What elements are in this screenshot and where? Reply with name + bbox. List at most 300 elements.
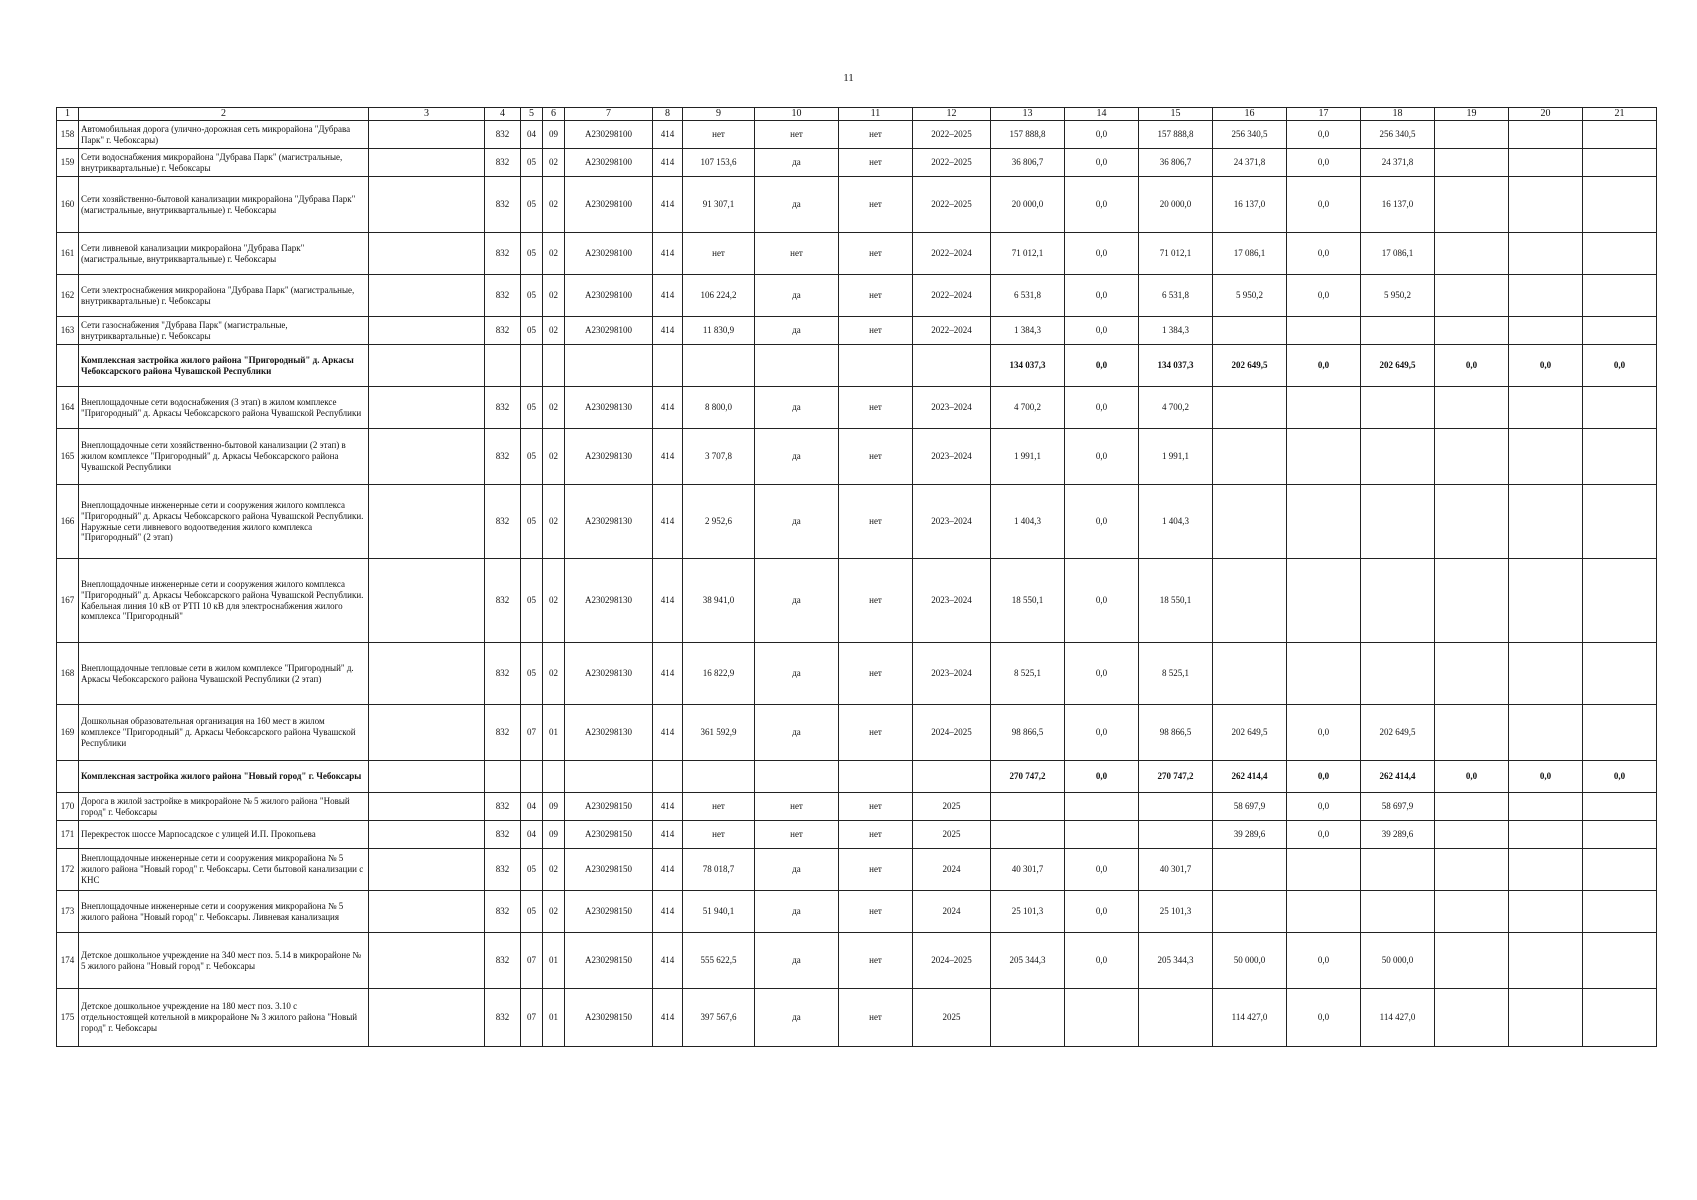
table-cell bbox=[369, 429, 485, 485]
table-cell: 09 bbox=[543, 121, 565, 149]
table-cell bbox=[991, 821, 1065, 849]
table-cell: 414 bbox=[653, 793, 683, 821]
table-cell: 0,0 bbox=[1509, 345, 1583, 387]
row-number-cell: 159 bbox=[57, 149, 79, 177]
table-cell: 0,0 bbox=[1065, 429, 1139, 485]
row-number-cell: 171 bbox=[57, 821, 79, 849]
table-cell: нет bbox=[839, 643, 913, 705]
table-row bbox=[57, 429, 1657, 485]
table-cell: 01 bbox=[543, 705, 565, 761]
table-cell bbox=[369, 793, 485, 821]
table-cell bbox=[1435, 643, 1509, 705]
table-cell bbox=[1361, 429, 1435, 485]
table-cell: нет bbox=[839, 891, 913, 933]
table-cell: 832 bbox=[485, 429, 521, 485]
table-cell bbox=[1583, 387, 1657, 429]
table-row bbox=[57, 891, 1657, 933]
table-cell bbox=[1583, 933, 1657, 989]
table-cell: 05 bbox=[521, 387, 543, 429]
table-cell bbox=[1583, 177, 1657, 233]
table-cell bbox=[1213, 317, 1287, 345]
table-cell: 832 bbox=[485, 643, 521, 705]
table-cell: 8 525,1 bbox=[991, 643, 1065, 705]
table-cell bbox=[1583, 821, 1657, 849]
object-name-cell: Внеплощадочные инженерные сети и сооружения микрорайона № 5 жилого района "Новый город" г. Чебоксары. Ливневая канализация bbox=[79, 891, 369, 933]
table-cell bbox=[1435, 149, 1509, 177]
table-cell: 414 bbox=[653, 233, 683, 275]
table-body bbox=[57, 108, 1657, 1047]
table-cell: 58 697,9 bbox=[1213, 793, 1287, 821]
table-cell: А230298100 bbox=[565, 177, 653, 233]
table-cell bbox=[1435, 891, 1509, 933]
table-cell: 1 991,1 bbox=[991, 429, 1065, 485]
table-cell: 2023–2024 bbox=[913, 643, 991, 705]
table-cell bbox=[1287, 387, 1361, 429]
table-cell: 0,0 bbox=[1287, 989, 1361, 1047]
table-cell: нет bbox=[683, 233, 755, 275]
table-cell bbox=[913, 761, 991, 793]
table-cell: 0,0 bbox=[1065, 761, 1139, 793]
table-cell bbox=[369, 121, 485, 149]
table-cell bbox=[1583, 849, 1657, 891]
table-cell: 414 bbox=[653, 121, 683, 149]
table-cell bbox=[1509, 705, 1583, 761]
table-cell: 01 bbox=[543, 989, 565, 1047]
table-cell: 6 531,8 bbox=[1139, 275, 1213, 317]
table-cell bbox=[543, 345, 565, 387]
table-cell bbox=[1213, 387, 1287, 429]
object-name-cell: Сети электроснабжения микрорайона "Дубрава Парк" (магистральные, внутриквартальные) г. Чебоксары bbox=[79, 275, 369, 317]
table-cell: 205 344,3 bbox=[991, 933, 1065, 989]
table-cell bbox=[1509, 793, 1583, 821]
table-cell: 0,0 bbox=[1065, 317, 1139, 345]
table-cell: 256 340,5 bbox=[1213, 121, 1287, 149]
table-cell: нет bbox=[839, 429, 913, 485]
table-cell: 414 bbox=[653, 317, 683, 345]
table-cell: 107 153,6 bbox=[683, 149, 755, 177]
table-cell bbox=[1213, 849, 1287, 891]
table-cell: нет bbox=[839, 275, 913, 317]
table-cell: 58 697,9 bbox=[1361, 793, 1435, 821]
table-cell: 07 bbox=[521, 933, 543, 989]
table-cell: 2023–2024 bbox=[913, 387, 991, 429]
column-header: 8 bbox=[653, 108, 683, 121]
table-cell: 05 bbox=[521, 429, 543, 485]
table-cell: 202 649,5 bbox=[1361, 705, 1435, 761]
table-cell: да bbox=[755, 317, 839, 345]
table-cell: 98 866,5 bbox=[1139, 705, 1213, 761]
table-cell: 2024 bbox=[913, 849, 991, 891]
table-row bbox=[57, 793, 1657, 821]
table-cell: нет bbox=[839, 177, 913, 233]
table-cell: 0,0 bbox=[1065, 849, 1139, 891]
table-cell: 02 bbox=[543, 429, 565, 485]
row-number-cell: 175 bbox=[57, 989, 79, 1047]
table-cell: 2023–2024 bbox=[913, 559, 991, 643]
table-cell bbox=[485, 345, 521, 387]
row-number-cell: 162 bbox=[57, 275, 79, 317]
table-cell: 414 bbox=[653, 821, 683, 849]
table-cell: 3 707,8 bbox=[683, 429, 755, 485]
row-number-cell bbox=[57, 345, 79, 387]
row-number-cell: 160 bbox=[57, 177, 79, 233]
table-cell bbox=[1583, 705, 1657, 761]
table-cell: А230298150 bbox=[565, 821, 653, 849]
table-cell bbox=[839, 761, 913, 793]
table-cell: нет bbox=[755, 121, 839, 149]
table-cell: да bbox=[755, 429, 839, 485]
table-cell bbox=[1509, 989, 1583, 1047]
table-cell: 02 bbox=[543, 849, 565, 891]
column-header: 9 bbox=[683, 108, 755, 121]
table-cell: 414 bbox=[653, 989, 683, 1047]
table-cell: А230298130 bbox=[565, 643, 653, 705]
table-cell: да bbox=[755, 559, 839, 643]
table-cell bbox=[543, 761, 565, 793]
group-header-row bbox=[57, 761, 1657, 793]
table-cell: 04 bbox=[521, 793, 543, 821]
table-cell bbox=[369, 559, 485, 643]
table-cell bbox=[1139, 989, 1213, 1047]
table-cell: 0,0 bbox=[1065, 233, 1139, 275]
table-cell bbox=[1213, 891, 1287, 933]
table-cell bbox=[1287, 849, 1361, 891]
table-cell bbox=[653, 345, 683, 387]
table-cell: 25 101,3 bbox=[1139, 891, 1213, 933]
table-cell: 1 404,3 bbox=[991, 485, 1065, 559]
table-cell: 24 371,8 bbox=[1361, 149, 1435, 177]
table-cell bbox=[1361, 849, 1435, 891]
table-cell bbox=[1583, 149, 1657, 177]
table-cell: 832 bbox=[485, 705, 521, 761]
table-cell: 414 bbox=[653, 891, 683, 933]
table-cell: 2022–2025 bbox=[913, 149, 991, 177]
table-cell: 0,0 bbox=[1435, 761, 1509, 793]
table-cell: 0,0 bbox=[1287, 705, 1361, 761]
table-cell: 832 bbox=[485, 891, 521, 933]
table-cell: 09 bbox=[543, 821, 565, 849]
table-row bbox=[57, 485, 1657, 559]
object-name-cell: Дошкольная образовательная организация на 160 мест в жилом комплексе "Пригородный" д. Аркасы Чебоксарского района Чувашской Республики bbox=[79, 705, 369, 761]
table-cell bbox=[1583, 891, 1657, 933]
table-cell: 40 301,7 bbox=[1139, 849, 1213, 891]
table-cell bbox=[1435, 989, 1509, 1047]
table-cell: да bbox=[755, 485, 839, 559]
table-cell bbox=[1287, 559, 1361, 643]
table-cell: 05 bbox=[521, 643, 543, 705]
table-cell bbox=[1435, 121, 1509, 149]
table-cell bbox=[369, 233, 485, 275]
column-number-header bbox=[57, 108, 1657, 121]
table-cell bbox=[1509, 933, 1583, 989]
table-cell: 1 991,1 bbox=[1139, 429, 1213, 485]
table-cell: 414 bbox=[653, 485, 683, 559]
table-cell: 361 592,9 bbox=[683, 705, 755, 761]
table-cell bbox=[369, 989, 485, 1047]
table-cell: 0,0 bbox=[1065, 387, 1139, 429]
table-cell bbox=[369, 317, 485, 345]
table-cell bbox=[1509, 559, 1583, 643]
table-cell: 05 bbox=[521, 149, 543, 177]
column-header: 19 bbox=[1435, 108, 1509, 121]
table-cell: 2025 bbox=[913, 989, 991, 1047]
table-cell: 05 bbox=[521, 485, 543, 559]
table-cell: 414 bbox=[653, 387, 683, 429]
table-cell bbox=[369, 485, 485, 559]
table-cell: 134 037,3 bbox=[991, 345, 1065, 387]
table-cell: 397 567,6 bbox=[683, 989, 755, 1047]
table-cell: нет bbox=[839, 233, 913, 275]
table-cell: 02 bbox=[543, 233, 565, 275]
object-name-cell: Сети водоснабжения микрорайона "Дубрава Парк" (магистральные, внутриквартальные) г. Чебоксары bbox=[79, 149, 369, 177]
table-cell: А230298100 bbox=[565, 275, 653, 317]
table-cell: 202 649,5 bbox=[1213, 345, 1287, 387]
object-name-cell: Перекресток шоссе Марпосадское с улицей И.П. Прокопьева bbox=[79, 821, 369, 849]
table-cell: 71 012,1 bbox=[991, 233, 1065, 275]
object-name-cell: Внеплощадочные сети хозяйственно-бытовой канализации (2 этап) в жилом комплексе "Пригородный" д. Аркасы Чебоксарского района Чувашской Республики bbox=[79, 429, 369, 485]
table-cell: 4 700,2 bbox=[1139, 387, 1213, 429]
table-cell: 91 307,1 bbox=[683, 177, 755, 233]
table-cell bbox=[1435, 177, 1509, 233]
table-cell: 832 bbox=[485, 849, 521, 891]
table-cell: 05 bbox=[521, 891, 543, 933]
table-cell bbox=[1509, 177, 1583, 233]
table-cell bbox=[1361, 387, 1435, 429]
table-cell: 0,0 bbox=[1287, 933, 1361, 989]
table-cell: 8 525,1 bbox=[1139, 643, 1213, 705]
table-cell: 98 866,5 bbox=[991, 705, 1065, 761]
table-cell: 0,0 bbox=[1065, 705, 1139, 761]
table-cell: А230298130 bbox=[565, 705, 653, 761]
table-cell: 40 301,7 bbox=[991, 849, 1065, 891]
table-cell: 414 bbox=[653, 275, 683, 317]
table-cell: 0,0 bbox=[1509, 761, 1583, 793]
table-cell: 05 bbox=[521, 849, 543, 891]
table-cell bbox=[1065, 821, 1139, 849]
table-cell bbox=[913, 345, 991, 387]
table-cell: А230298150 bbox=[565, 793, 653, 821]
table-cell: 25 101,3 bbox=[991, 891, 1065, 933]
table-cell: 262 414,4 bbox=[1213, 761, 1287, 793]
table-cell: 157 888,8 bbox=[1139, 121, 1213, 149]
table-cell bbox=[1509, 485, 1583, 559]
column-header: 17 bbox=[1287, 108, 1361, 121]
object-name-cell: Комплексная застройка жилого района "Новый город" г. Чебоксары bbox=[79, 761, 369, 793]
table-cell bbox=[1065, 793, 1139, 821]
table-cell: 02 bbox=[543, 177, 565, 233]
table-cell: 5 950,2 bbox=[1213, 275, 1287, 317]
table-cell: 5 950,2 bbox=[1361, 275, 1435, 317]
table-cell: 24 371,8 bbox=[1213, 149, 1287, 177]
table-cell: 414 bbox=[653, 705, 683, 761]
table-cell: 0,0 bbox=[1065, 891, 1139, 933]
table-cell: 256 340,5 bbox=[1361, 121, 1435, 149]
table-cell: А230298100 bbox=[565, 121, 653, 149]
table-cell: 114 427,0 bbox=[1213, 989, 1287, 1047]
table-row bbox=[57, 121, 1657, 149]
table-cell: 17 086,1 bbox=[1213, 233, 1287, 275]
table-cell bbox=[1287, 891, 1361, 933]
page-number: 11 bbox=[843, 72, 854, 84]
table-cell: 50 000,0 bbox=[1361, 933, 1435, 989]
table-cell: 50 000,0 bbox=[1213, 933, 1287, 989]
table-cell: 414 bbox=[653, 849, 683, 891]
row-number-cell: 163 bbox=[57, 317, 79, 345]
table-cell: да bbox=[755, 989, 839, 1047]
table-cell: 832 bbox=[485, 317, 521, 345]
table-cell: 114 427,0 bbox=[1361, 989, 1435, 1047]
object-name-cell: Сети ливневой канализации микрорайона "Дубрава Парк" (магистральные, внутриквартальные) г. Чебоксары bbox=[79, 233, 369, 275]
table-cell: 832 bbox=[485, 177, 521, 233]
object-name-cell: Детское дошкольное учреждение на 340 мест поз. 5.14 в микрорайоне № 5 жилого района "Новый город" г. Чебоксары bbox=[79, 933, 369, 989]
table-cell bbox=[1287, 643, 1361, 705]
table-row bbox=[57, 149, 1657, 177]
table-cell: 414 bbox=[653, 149, 683, 177]
column-header: 20 bbox=[1509, 108, 1583, 121]
column-header: 4 bbox=[485, 108, 521, 121]
table-cell: 0,0 bbox=[1065, 275, 1139, 317]
table-row bbox=[57, 233, 1657, 275]
table-cell: 0,0 bbox=[1065, 345, 1139, 387]
table-cell: 02 bbox=[543, 317, 565, 345]
table-cell bbox=[1361, 643, 1435, 705]
table-cell: нет bbox=[839, 933, 913, 989]
table-cell bbox=[369, 275, 485, 317]
table-row bbox=[57, 821, 1657, 849]
table-cell bbox=[521, 761, 543, 793]
table-cell bbox=[565, 345, 653, 387]
group-header-row bbox=[57, 345, 1657, 387]
column-header: 15 bbox=[1139, 108, 1213, 121]
row-number-cell: 174 bbox=[57, 933, 79, 989]
table-cell: 832 bbox=[485, 989, 521, 1047]
table-cell: да bbox=[755, 891, 839, 933]
table-cell bbox=[1361, 559, 1435, 643]
table-cell: нет bbox=[755, 821, 839, 849]
table-cell: нет bbox=[755, 233, 839, 275]
table-cell: 02 bbox=[543, 559, 565, 643]
table-row bbox=[57, 317, 1657, 345]
column-header: 7 bbox=[565, 108, 653, 121]
table-cell bbox=[369, 345, 485, 387]
table-cell bbox=[1435, 233, 1509, 275]
table-cell: 134 037,3 bbox=[1139, 345, 1213, 387]
table-cell: 4 700,2 bbox=[991, 387, 1065, 429]
table-cell: 262 414,4 bbox=[1361, 761, 1435, 793]
row-number-cell: 164 bbox=[57, 387, 79, 429]
column-header: 6 bbox=[543, 108, 565, 121]
table-cell: А230298150 bbox=[565, 891, 653, 933]
row-number-cell: 172 bbox=[57, 849, 79, 891]
table-cell: 0,0 bbox=[1065, 643, 1139, 705]
table-cell bbox=[1583, 233, 1657, 275]
table-cell bbox=[1509, 891, 1583, 933]
table-cell bbox=[1435, 933, 1509, 989]
table-cell bbox=[1509, 233, 1583, 275]
table-cell bbox=[369, 387, 485, 429]
table-cell: 0,0 bbox=[1065, 485, 1139, 559]
table-row bbox=[57, 933, 1657, 989]
table-cell bbox=[1509, 821, 1583, 849]
column-header: 11 bbox=[839, 108, 913, 121]
table-cell: 2022–2024 bbox=[913, 317, 991, 345]
table-cell bbox=[369, 643, 485, 705]
table-cell bbox=[369, 177, 485, 233]
table-cell bbox=[653, 761, 683, 793]
table-cell: 832 bbox=[485, 275, 521, 317]
table-cell: 2025 bbox=[913, 793, 991, 821]
table-cell: 39 289,6 bbox=[1361, 821, 1435, 849]
table-cell: да bbox=[755, 177, 839, 233]
object-name-cell: Внеплощадочные сети водоснабжения (3 этап) в жилом комплексе "Пригородный" д. Аркасы Чебоксарского района Чувашской Республики bbox=[79, 387, 369, 429]
table-cell bbox=[1139, 793, 1213, 821]
column-header: 1 bbox=[57, 108, 79, 121]
table-cell: А230298130 bbox=[565, 429, 653, 485]
table-cell: нет bbox=[839, 485, 913, 559]
column-header: 14 bbox=[1065, 108, 1139, 121]
table-cell: 0,0 bbox=[1287, 233, 1361, 275]
table-row bbox=[57, 559, 1657, 643]
table-cell bbox=[1583, 121, 1657, 149]
table-cell: 04 bbox=[521, 821, 543, 849]
column-header: 5 bbox=[521, 108, 543, 121]
table-cell: 39 289,6 bbox=[1213, 821, 1287, 849]
table-cell: 09 bbox=[543, 793, 565, 821]
table-cell: 6 531,8 bbox=[991, 275, 1065, 317]
table-cell: 05 bbox=[521, 275, 543, 317]
table-cell: нет bbox=[839, 121, 913, 149]
table-cell: 832 bbox=[485, 821, 521, 849]
table-cell bbox=[1435, 821, 1509, 849]
table-cell: 02 bbox=[543, 891, 565, 933]
table-cell: 832 bbox=[485, 793, 521, 821]
table-cell bbox=[369, 821, 485, 849]
table-cell: 2022–2024 bbox=[913, 233, 991, 275]
row-number-cell: 173 bbox=[57, 891, 79, 933]
table-row bbox=[57, 989, 1657, 1047]
table-row bbox=[57, 275, 1657, 317]
table-cell: 78 018,7 bbox=[683, 849, 755, 891]
table-cell: 0,0 bbox=[1583, 761, 1657, 793]
table-cell bbox=[1583, 643, 1657, 705]
table-cell: 36 806,7 bbox=[991, 149, 1065, 177]
table-cell: 0,0 bbox=[1287, 821, 1361, 849]
table-cell bbox=[1509, 149, 1583, 177]
budget-table bbox=[56, 107, 1657, 1047]
table-cell bbox=[1509, 275, 1583, 317]
table-cell: 18 550,1 bbox=[991, 559, 1065, 643]
table-cell: 832 bbox=[485, 233, 521, 275]
object-name-cell: Сети газоснабжения "Дубрава Парк" (магистральные, внутриквартальные) г. Чебоксары bbox=[79, 317, 369, 345]
table-cell: нет bbox=[839, 821, 913, 849]
table-cell bbox=[1287, 429, 1361, 485]
table-cell: 0,0 bbox=[1583, 345, 1657, 387]
table-cell: 2025 bbox=[913, 821, 991, 849]
table-cell: да bbox=[755, 275, 839, 317]
table-cell: нет bbox=[839, 387, 913, 429]
table-cell: да bbox=[755, 387, 839, 429]
table-cell: 0,0 bbox=[1287, 149, 1361, 177]
table-cell bbox=[369, 891, 485, 933]
table-cell bbox=[1583, 989, 1657, 1047]
table-cell: 555 622,5 bbox=[683, 933, 755, 989]
table-cell: А230298130 bbox=[565, 485, 653, 559]
table-cell: да bbox=[755, 149, 839, 177]
row-number-cell: 161 bbox=[57, 233, 79, 275]
table-cell bbox=[1213, 429, 1287, 485]
table-cell: 414 bbox=[653, 559, 683, 643]
table-cell bbox=[369, 849, 485, 891]
